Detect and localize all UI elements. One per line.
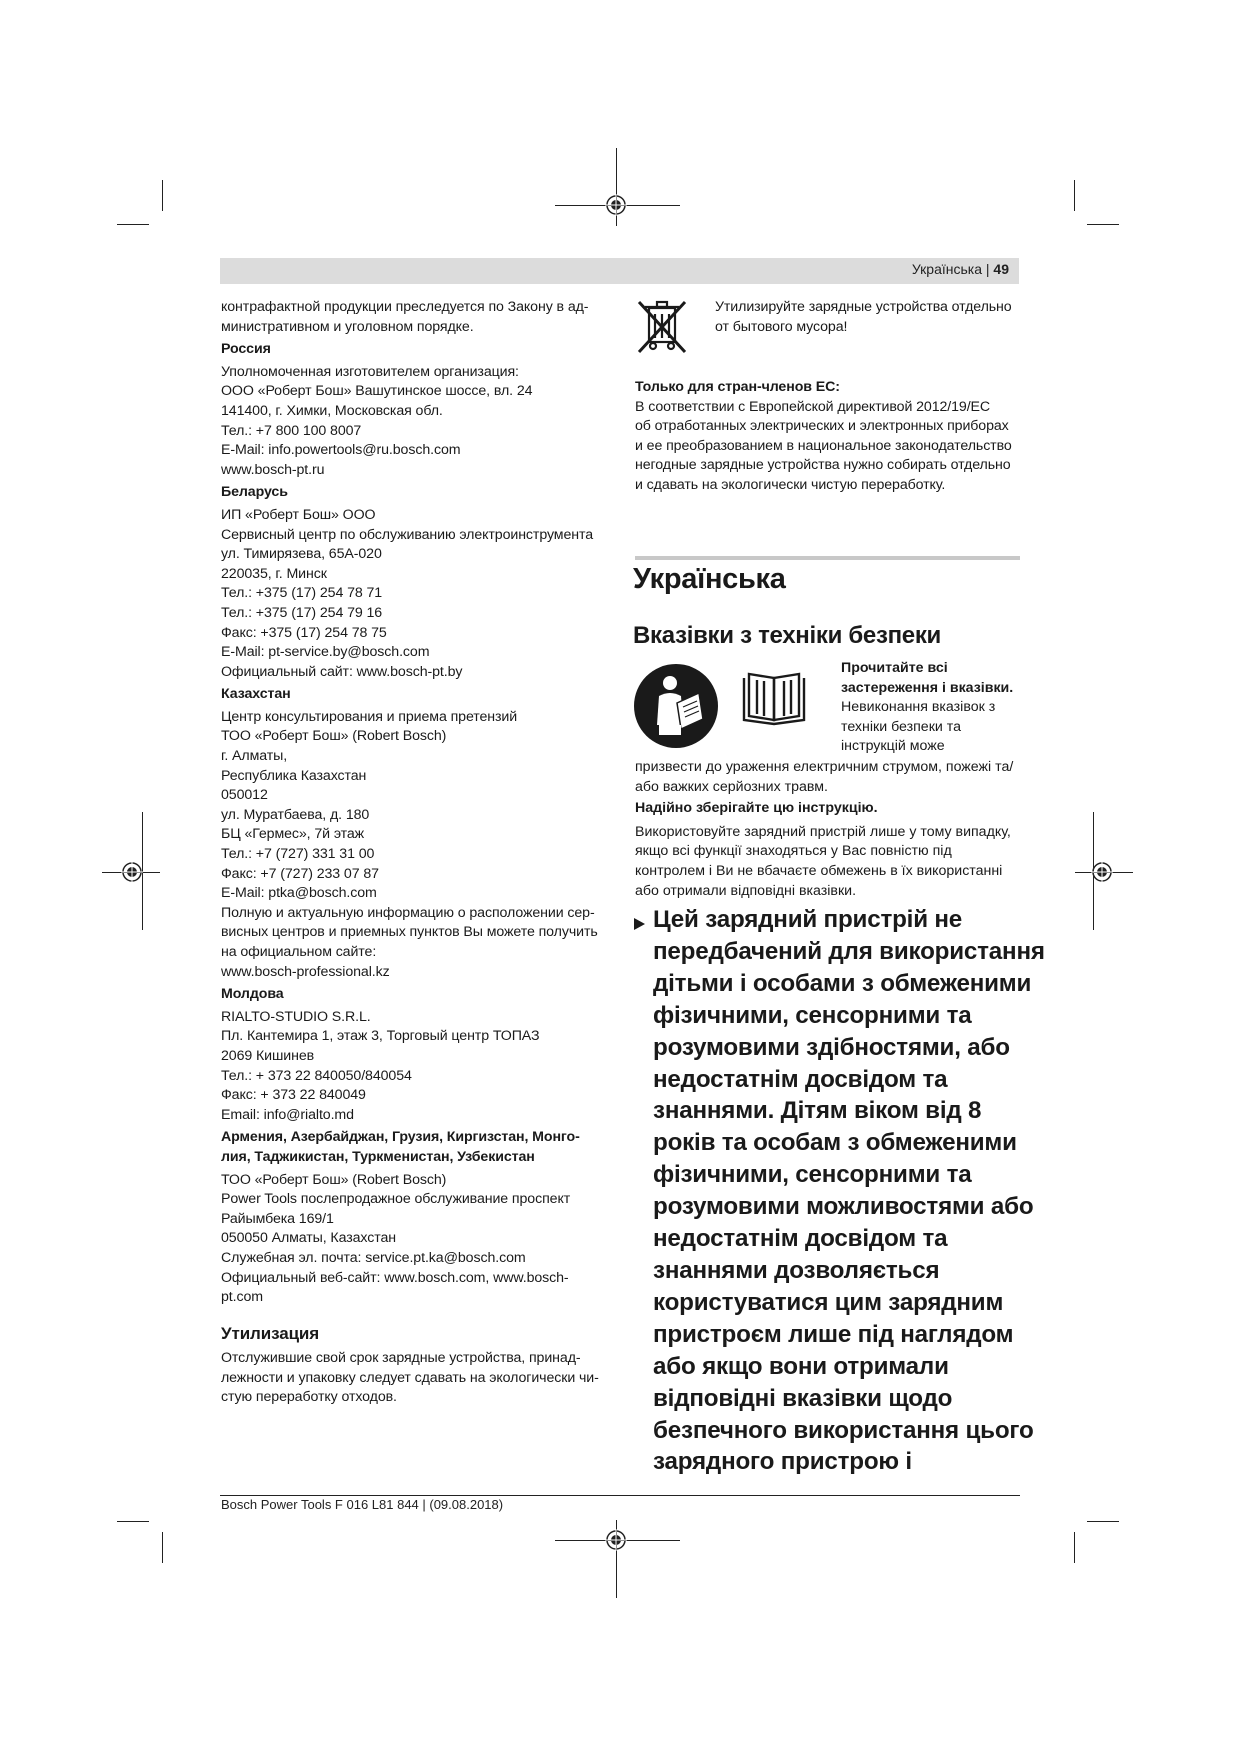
page-footer: Bosch Power Tools F 016 L81 844 | (09.08.2018) [221, 1497, 504, 1512]
kazakhstan-line: Тел.: +7 (727) 331 31 00 [221, 846, 375, 863]
belarus-title: Беларусь [221, 484, 288, 501]
cis-title-line: Армения, Азербайджан, Грузия, Киргизстан, Монго- [221, 1129, 580, 1146]
warning-line: знаннями. Дітям віком від 8 [653, 1097, 982, 1125]
warning-line: користуватися цим зарядним [653, 1288, 1004, 1316]
kazakhstan-line: 050012 [221, 787, 268, 804]
kazakhstan-line: ул. Муратбаева, д. 180 [221, 806, 370, 823]
usage-line: контролем і Ви не вбачаєте обмежень в їх використанні [635, 862, 1003, 879]
warning-line: передбачений для використання [653, 937, 1045, 965]
kazakhstan-line: Центр консультирования и приема претензий [221, 708, 518, 725]
right-column [635, 298, 1020, 496]
weee-line: Утилизируйте зарядные устройства отдельно [715, 299, 1012, 315]
section-divider [635, 556, 1020, 560]
cis-line: 050050 Алматы, Казахстан [221, 1230, 397, 1247]
belarus-line: 220035, г. Минск [221, 565, 327, 582]
page-number: 49 [993, 261, 1009, 277]
russia-block [221, 363, 611, 481]
left-column [221, 298, 611, 1408]
kazakhstan-line: Факс: +7 (727) 233 07 87 [221, 865, 379, 882]
moldova-line: Факс: + 373 22 840049 [221, 1087, 366, 1104]
belarus-line: Официальный сайт: www.bosch-pt.by [221, 663, 463, 680]
read-line: техніки безпеки та [841, 718, 961, 735]
belarus-line: ИП «Роберт Бош» ООО [221, 506, 376, 523]
moldova-line: Тел.: + 373 22 840050/840054 [221, 1067, 412, 1084]
cis-title [221, 1128, 611, 1167]
disposal-block [221, 1349, 611, 1408]
eu-line: и сдавать на экологически чистую переработку. [635, 476, 946, 493]
kazakhstan-line: г. Алматы, [221, 748, 288, 765]
eu-line: В соответствии с Европейской директивой 2012/19/EC [635, 398, 991, 415]
page-header [220, 258, 1019, 284]
safety-title: Вказівки з техніки безпеки [633, 622, 942, 649]
bullet-arrow-icon [634, 918, 645, 930]
eu-title: Только для стран-членов ЕС: [635, 379, 840, 395]
cis-line: Райымбека 169/1 [221, 1210, 334, 1227]
children-warning [653, 904, 1045, 1478]
cis-line: Служебная эл. почта: service.pt.ka@bosch.com [221, 1249, 526, 1266]
warning-line: відповідні вказівки щодо [653, 1384, 953, 1412]
warning-line: розумовими здібностями, або [653, 1033, 1010, 1061]
belarus-line: Тел.: +375 (17) 254 78 71 [221, 585, 383, 602]
read-bold-line: застереження і вказівки. [841, 679, 1014, 696]
warning-line: Цей зарядний пристрій не [653, 906, 963, 933]
cis-block [221, 1171, 611, 1308]
usage-line: Використовуйте зарядний пристрій лише у тому випадку, [635, 823, 1011, 840]
kazakhstan-line: E-Mail: ptka@bosch.com [221, 885, 377, 902]
usage-block [635, 823, 1020, 901]
open-book-icon [739, 668, 809, 730]
cis-line: Официальный веб-сайт: www.bosch.com, www.bosch- [221, 1269, 569, 1286]
warning-line: років та особам з обмеженими [653, 1129, 1017, 1157]
header-section: Українська [911, 261, 982, 277]
weee-line: от бытового мусора! [715, 318, 848, 335]
belarus-line: Сервисный центр по обслуживанию электроинструмента [221, 526, 593, 543]
moldova-block [221, 1008, 611, 1126]
eu-line: негодные зарядные устройства нужно собирать отдельно [635, 457, 1011, 474]
moldova-line: 2069 Кишинев [221, 1047, 315, 1064]
kazakhstan-line: висных центров и приемных пунктов Вы можете получить [221, 924, 598, 941]
kazakhstan-block [221, 708, 611, 982]
after-icons-line: або важких серйозних травм. [635, 778, 828, 795]
registration-mark-icon [605, 194, 627, 216]
russia-line: www.bosch-pt.ru [221, 461, 325, 478]
kazakhstan-line: www.bosch-professional.kz [221, 963, 390, 980]
kazakhstan-line: Полную и актуальную информацию о расположении сер- [221, 904, 595, 921]
belarus-line: Тел.: +375 (17) 254 79 16 [221, 604, 383, 621]
kazakhstan-title: Казахстан [221, 686, 291, 703]
kazakhstan-line: Республика Казахстан [221, 767, 367, 784]
usage-line: якщо всі функції знаходяться у Вас повністю під [635, 843, 952, 860]
belarus-line: E-Mail: pt-service.by@bosch.com [221, 644, 430, 661]
russia-line: ООО «Роберт Бош» Вашутинское шоссе, вл. 24 [221, 383, 533, 400]
disposal-line: стую переработку отходов. [221, 1389, 397, 1406]
kazakhstan-line: ТОО «Роберт Бош» (Robert Bosch) [221, 728, 447, 745]
header-label: Українська | 49 [911, 261, 1009, 277]
weee-notice [635, 298, 1020, 378]
weee-text [715, 298, 1012, 337]
read-warnings-text [841, 659, 1013, 757]
cis-line: ТОО «Роберт Бош» (Robert Bosch) [221, 1171, 447, 1188]
cis-line: pt.com [221, 1289, 263, 1306]
eu-block [635, 398, 1020, 496]
warning-line: безпечного використання цього [653, 1416, 1034, 1444]
keep-instructions: Надійно зберігайте цю інструкцію. [635, 800, 878, 817]
moldova-line: Пл. Кантемира 1, этаж 3, Торговый центр ТОПАЗ [221, 1028, 540, 1045]
registration-mark-icon [605, 1529, 627, 1551]
cis-title-line: лия, Таджикистан, Туркменистан, Узбекистан [221, 1148, 535, 1165]
disposal-title: Утилизация [221, 1323, 320, 1343]
safety-icons [633, 663, 853, 757]
warning-line: знаннями дозволяється [653, 1256, 940, 1284]
intro-line: контрафактной продукции преследуется по Закону в ад- [221, 299, 589, 315]
warning-line: недостатнім досвідом та [653, 1225, 948, 1253]
belarus-line: ул. Тимирязева, 65А-020 [221, 546, 382, 563]
crossed-out-bin-icon [635, 298, 689, 356]
read-bold-line: Прочитайте всі [841, 660, 948, 676]
read-manual-icon [633, 663, 719, 749]
language-title: Українська [633, 563, 786, 595]
safety-body [635, 758, 1020, 901]
disposal-line: Отслужившие свой срок зарядные устройства, принад- [221, 1350, 581, 1367]
footer-rule [220, 1495, 1020, 1496]
belarus-line: Факс: +375 (17) 254 78 75 [221, 624, 387, 641]
moldova-line: RIALTO-STUDIO S.R.L. [221, 1008, 371, 1025]
warning-line: розумовими можливостями або [653, 1193, 1034, 1221]
warning-line: зарядного пристрою і [653, 1448, 912, 1476]
warning-line: дітьми і особами з обмеженими [653, 969, 1032, 997]
usage-line: або отримали відповідні вказівки. [635, 882, 857, 899]
kazakhstan-line: БЦ «Гермес», 7й этаж [221, 826, 365, 843]
eu-line: об отработанных электрических и электронных приборах [635, 418, 1009, 435]
kazakhstan-line: на официальном сайте: [221, 944, 377, 960]
russia-line: E-Mail: info.powertools@ru.bosch.com [221, 442, 461, 459]
registration-mark-icon [1091, 861, 1113, 883]
russia-title: Россия [221, 341, 271, 358]
moldova-title: Молдова [221, 986, 284, 1003]
russia-line: Тел.: +7 800 100 8007 [221, 422, 362, 439]
intro-line: министративном и уголовном порядке. [221, 318, 474, 335]
belarus-block [221, 506, 611, 682]
warning-line: пристроєм лише під наглядом [653, 1320, 1014, 1348]
read-line: Невиконання вказівок з [841, 699, 996, 716]
russia-line: Уполномоченная изготовителем организация: [221, 363, 519, 380]
read-line: інструкцій може [841, 738, 945, 755]
registration-mark-icon [121, 861, 143, 883]
after-icons-line: призвести до ураження електричним струмом, пожежі та/ [635, 759, 1014, 775]
warning-line: фізичними, сенсорними та [653, 1001, 972, 1029]
cis-line: Power Tools послепродажное обслуживание проспект [221, 1191, 571, 1208]
russia-line: 141400, г. Химки, Московская обл. [221, 402, 443, 419]
disposal-line: лежности и упаковку следует сдавать на экологически чи- [221, 1369, 599, 1386]
moldova-line: Email: info@rialto.md [221, 1106, 354, 1123]
warning-line: або якщо вони отримали [653, 1352, 949, 1380]
warning-line: фізичними, сенсорними та [653, 1161, 972, 1189]
warning-line: недостатнім досвідом та [653, 1065, 948, 1093]
eu-line: и ее преобразованием в национальное законодательство [635, 437, 1012, 454]
